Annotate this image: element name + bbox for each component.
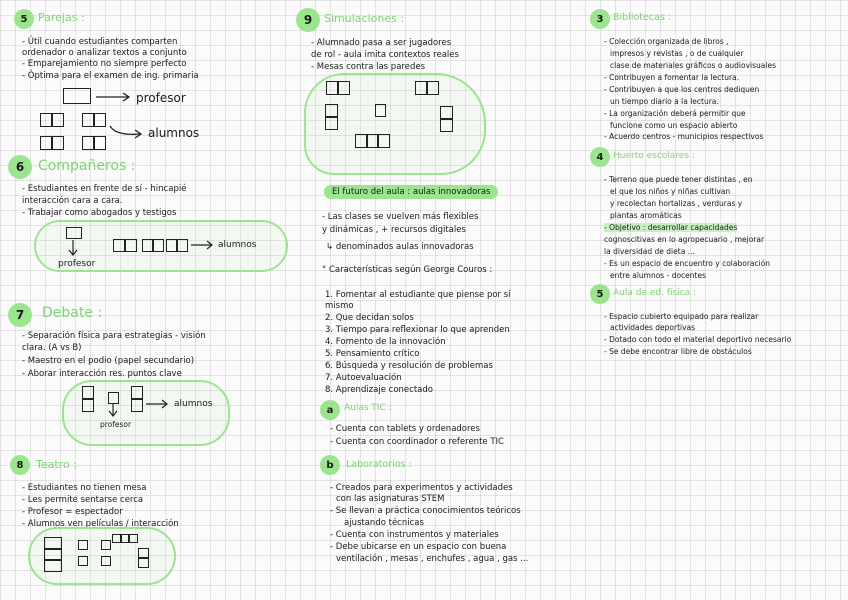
huerto-line-9: entre alumnos - docentes: [610, 271, 706, 280]
student-desk: [377, 134, 390, 148]
laboratorios-line-4: ajustando técnicas: [344, 518, 424, 528]
student-desk: [124, 239, 137, 252]
laboratorios-line-5: - Cuenta con instrumentos y materiales: [330, 530, 499, 540]
teatro-line-4: - Alumnos ven películas / interacción: [22, 519, 179, 529]
section-number-companeros: 6: [8, 155, 32, 179]
parejas-label-profesor: profesor: [136, 91, 186, 105]
characteristic-item: 6. Búsqueda y resolución de problemas: [325, 361, 493, 371]
futuro-highlight-title: El futuro del aula : aulas innovadoras: [324, 185, 498, 199]
teacher-desk: [66, 227, 82, 239]
section-number-teatro: 8: [10, 455, 30, 475]
aula-ed-fisica-line-2: actividades deportivas: [610, 323, 696, 332]
section-number-laboratorios: b: [320, 455, 340, 475]
laboratorios-line-3: - Se llevan a práctica conocimientos teóricos: [330, 506, 521, 516]
arrow-icon: [110, 124, 146, 140]
student-desk: [426, 81, 439, 95]
student-desk: [78, 540, 88, 550]
companeros-line-3: - Trabajar como abogados y testigos: [22, 208, 177, 218]
student-desk: [176, 239, 188, 252]
debate-line-4: - Aborar interacción res. puntos clave: [22, 369, 182, 379]
student-desk: [51, 136, 64, 150]
huerto-line-5: - Objetivo : desarrollar capacidades: [604, 223, 738, 232]
teacher-desk: [108, 392, 119, 404]
arrow-icon: [68, 240, 78, 258]
simulaciones-line-3: - Mesas contra las paredes: [311, 62, 425, 72]
characteristic-item: 8. Aprendizaje conectado: [325, 385, 433, 395]
simulaciones-line-2: de rol - aula imita contextos reales: [311, 50, 459, 60]
student-desk: [101, 556, 111, 566]
section-number-simulaciones: 9: [296, 8, 320, 32]
section-title-parejas: Parejas :: [38, 11, 85, 24]
student-desk: [101, 540, 111, 550]
aula-ed-fisica-line-4: - Se debe encontrar libre de obstáculos: [604, 347, 752, 356]
simulaciones-line-1: - Alumnado pasa a ser jugadores: [311, 38, 452, 48]
aula-ed-fisica-line-1: - Espacio cubierto equipado para realizar: [604, 312, 759, 321]
debate-label-alumnos: alumnos: [174, 399, 213, 409]
companeros-line-2: interacción cara a cara.: [22, 196, 123, 206]
section-number-aula-ed-fisica: 5: [590, 284, 610, 304]
companeros-label-alumnos: alumnos: [218, 240, 257, 250]
huerto-line-3: y recolectan hortalizas , verduras y: [610, 199, 743, 208]
section-title-debate: Debate :: [42, 305, 103, 321]
arrow-icon: [191, 240, 215, 250]
bibliotecas-line-1: - Colección organizada de libros ,: [604, 37, 729, 46]
student-desk: [82, 398, 94, 412]
parejas-line-2: ordenador o analizar textos a conjunto: [22, 48, 187, 58]
huerto-line-7: la diversidad de dieta ...: [604, 247, 695, 256]
parejas-label-alumnos: alumnos: [148, 126, 200, 140]
section-number-parejas: 5: [14, 9, 34, 29]
companeros-label-profesor: profesor: [58, 259, 96, 269]
futuro-line-3: ↳ denominados aulas innovadoras: [326, 242, 474, 252]
debate-line-1: - Separación física para estrategias - visión: [22, 331, 206, 341]
student-desk: [78, 556, 88, 566]
bibliotecas-line-9: - Acuerdo centros - municipios respectivos: [604, 132, 764, 141]
aulas-tic-line-1: - Cuenta con tablets y ordenadores: [330, 424, 480, 434]
characteristic-item: mismo: [325, 301, 354, 311]
characteristic-item: 2. Que decidan solos: [325, 313, 414, 323]
huerto-line-8: - Es un espacio de encuentro y colaboración: [604, 259, 771, 268]
section-number-debate: 7: [8, 303, 32, 327]
characteristic-item: 3. Tiempo para reflexionar lo que aprenden: [325, 325, 510, 335]
parejas-line-3: - Emparejamiento no siempre perfecto: [22, 59, 187, 69]
student-desk: [93, 113, 106, 127]
aula-ed-fisica-line-3: - Dotado con todo el material deportivo necesario: [604, 335, 792, 344]
section-number-bibliotecas: 3: [590, 9, 610, 29]
futuro-line-1: - Las clases se vuelven más flexibles: [322, 212, 479, 222]
section-title-companeros: Compañeros :: [38, 158, 136, 174]
parejas-line-4: - Óptima para el examen de ing. primaria: [22, 71, 199, 81]
bibliotecas-line-2: impresos y revistas , o de cualquier: [610, 49, 744, 58]
arrow-icon: [96, 92, 132, 102]
bibliotecas-line-6: un tiempo diario a la lectura.: [610, 97, 719, 106]
student-desk: [440, 118, 453, 132]
arrow-icon: [146, 399, 170, 409]
section-title-aula-ed-fisica: Aula de ed. física :: [613, 288, 697, 298]
section-title-simulaciones: Simulaciones :: [324, 12, 405, 25]
student-desk: [44, 559, 62, 572]
laboratorios-line-2: con las asignaturas STEM: [336, 494, 445, 504]
teatro-line-3: - Profesor = espectador: [22, 507, 123, 517]
section-title-laboratorios: Laboratorios :: [346, 459, 412, 470]
parejas-line-1: - Útil cuando estudiantes comparten: [22, 37, 178, 47]
teacher-desk: [128, 534, 138, 543]
companeros-line-1: - Estudiantes en frente de sí - hincapié: [22, 184, 187, 194]
teacher-desk: [375, 104, 386, 117]
section-title-huerto: Huerto escolares :: [613, 151, 695, 161]
debate-label-profesor: profesor: [100, 420, 132, 429]
characteristic-item: 5. Pensamiento crítico: [325, 349, 420, 359]
characteristic-item: 4. Fomento de la innovación: [325, 337, 446, 347]
huerto-line-4: plantas aromáticas: [610, 211, 682, 220]
huerto-line-1: - Terreno que puede tener distintas , en: [604, 175, 753, 184]
section-title-aulas-tic: Aulas TIC :: [344, 403, 392, 413]
bibliotecas-line-7: - La organización deberá permitir que: [604, 109, 746, 118]
student-desk: [337, 81, 350, 95]
bibliotecas-line-3: clase de materiales gráficos o audiovisuales: [610, 61, 776, 70]
aulas-tic-line-2: - Cuenta con coordinador o referente TIC: [330, 437, 504, 447]
student-desk: [138, 557, 149, 568]
futuro-line-2: y dinámicas , + recursos digitales: [322, 225, 466, 235]
student-desk: [131, 398, 143, 412]
bibliotecas-line-8: funcione como un espacio abierto: [610, 121, 738, 130]
laboratorios-line-1: - Creados para experimentos y actividades: [330, 483, 513, 493]
student-desk: [152, 239, 164, 252]
characteristic-item: 1. Fomentar al estudiante que piense por sí: [325, 290, 511, 300]
debate-line-3: - Maestro en el podio (papel secundario): [22, 356, 195, 366]
huerto-line-2: el que los niños y niñas cultivan: [610, 187, 731, 196]
arrow-icon: [108, 404, 118, 418]
laboratorios-line-6: - Debe ubicarse en un espacio con buena: [330, 542, 507, 552]
teatro-line-1: - Estudiantes no tienen mesa: [22, 483, 147, 493]
teacher-desk: [63, 88, 91, 104]
section-title-bibliotecas: Bibliotecas :: [613, 12, 672, 23]
student-desk: [51, 113, 64, 127]
laboratorios-line-7: ventilación , mesas , enchufes , agua , gas ...: [336, 554, 529, 564]
section-number-huerto: 4: [590, 147, 610, 167]
debate-line-2: clara. (A vs B): [22, 343, 82, 353]
characteristic-item: 7. Autoevaluación: [325, 373, 402, 383]
bibliotecas-line-5: - Contribuyen a que los centros dediquen: [604, 85, 760, 94]
section-title-teatro: Teatro :: [36, 458, 77, 471]
section-number-aulas-tic: a: [320, 400, 340, 420]
student-desk: [325, 116, 338, 130]
bibliotecas-line-4: - Contribuyen a fomentar la lectura.: [604, 73, 740, 82]
futuro-characteristics-title: ° Características según George Couros :: [322, 265, 493, 275]
huerto-line-6: cognoscitivas en lo agropecuario , mejorar: [604, 235, 765, 244]
teatro-line-2: - Les permite sentarse cerca: [22, 495, 144, 505]
student-desk: [93, 136, 106, 150]
